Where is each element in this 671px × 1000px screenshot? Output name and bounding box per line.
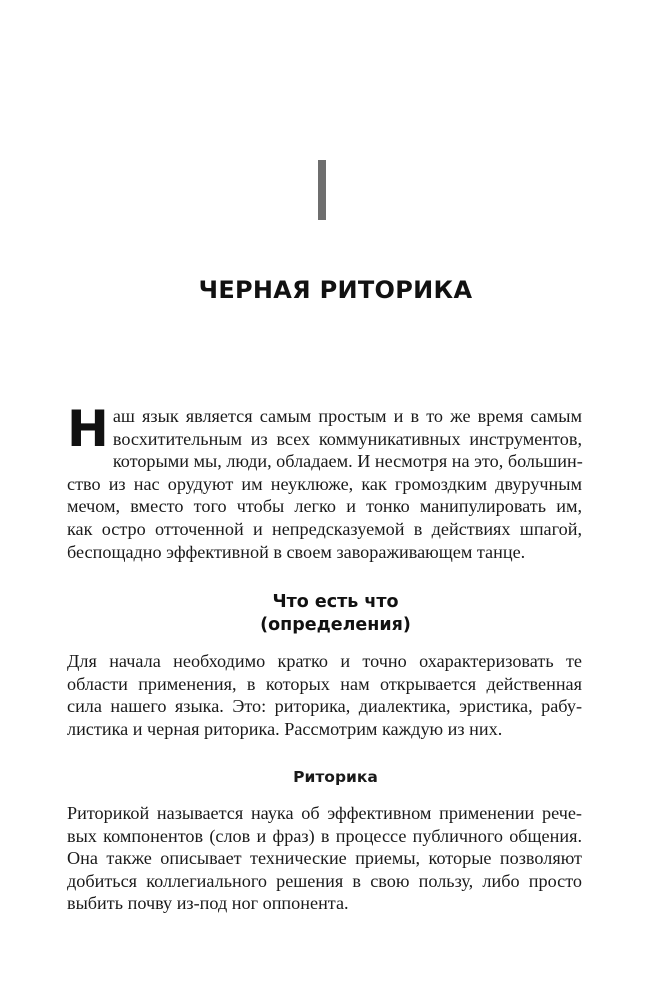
- paragraph-line: ство из нас орудуют им неуклюже, как громоздким двуручным: [67, 473, 582, 494]
- paragraph-line: выбить почву из-под ног оппонента.: [67, 893, 349, 914]
- section-heading: [0, 591, 671, 637]
- paragraph-line: Она также описывает технические приемы, которые позволяют: [67, 848, 582, 869]
- paragraph-line: Риторикой называется наука об эффективном применении рече-: [67, 803, 582, 823]
- paragraph-line: сила нашего языка. Это: риторика, диалектика, эристика, рабу-: [67, 696, 582, 717]
- section-heading-line: (определения): [260, 615, 411, 635]
- paragraph-line: которыми мы, люди, обладаем. И несмотря на это, большин-: [112, 451, 583, 472]
- rhetoric-paragraph: [67, 802, 582, 915]
- chapter-number-mark: [318, 160, 326, 220]
- drop-cap: Н: [67, 400, 109, 458]
- subsection-heading: Риторика: [293, 768, 378, 786]
- paragraph-line: мечом, вместо того чтобы легко и тонко манипулировать им,: [67, 496, 582, 517]
- paragraph-line: Для начала необходимо кратко и точно охарактеризовать те: [67, 651, 582, 671]
- paragraph-line: беспощадно эффективной в своем завораживающем танце.: [67, 541, 526, 562]
- definitions-paragraph: [67, 650, 582, 740]
- paragraph-line: добиться коллегиального решения в свою пользу, либо просто: [67, 870, 582, 891]
- chapter-title: ЧЕРНАЯ РИТОРИКА: [198, 276, 473, 304]
- paragraph-line: листика и черная риторика. Рассмотрим каждую из них.: [67, 718, 503, 739]
- paragraph-line: области применения, в которых нам открывается действенная: [67, 673, 582, 694]
- section-heading-line: Что есть что: [272, 592, 399, 612]
- paragraph-line: вых компонентов (слов и фраз) в процессе публичного общения.: [67, 825, 582, 846]
- paragraph-line: восхитительным из всех коммуникативных инструментов,: [112, 428, 582, 449]
- paragraph-line: как остро отточенной и непредсказуемой в действиях шпагой,: [67, 518, 582, 539]
- intro-paragraph: [67, 400, 583, 563]
- paragraph-line: аш язык является самым простым и в то же время самым: [112, 406, 582, 426]
